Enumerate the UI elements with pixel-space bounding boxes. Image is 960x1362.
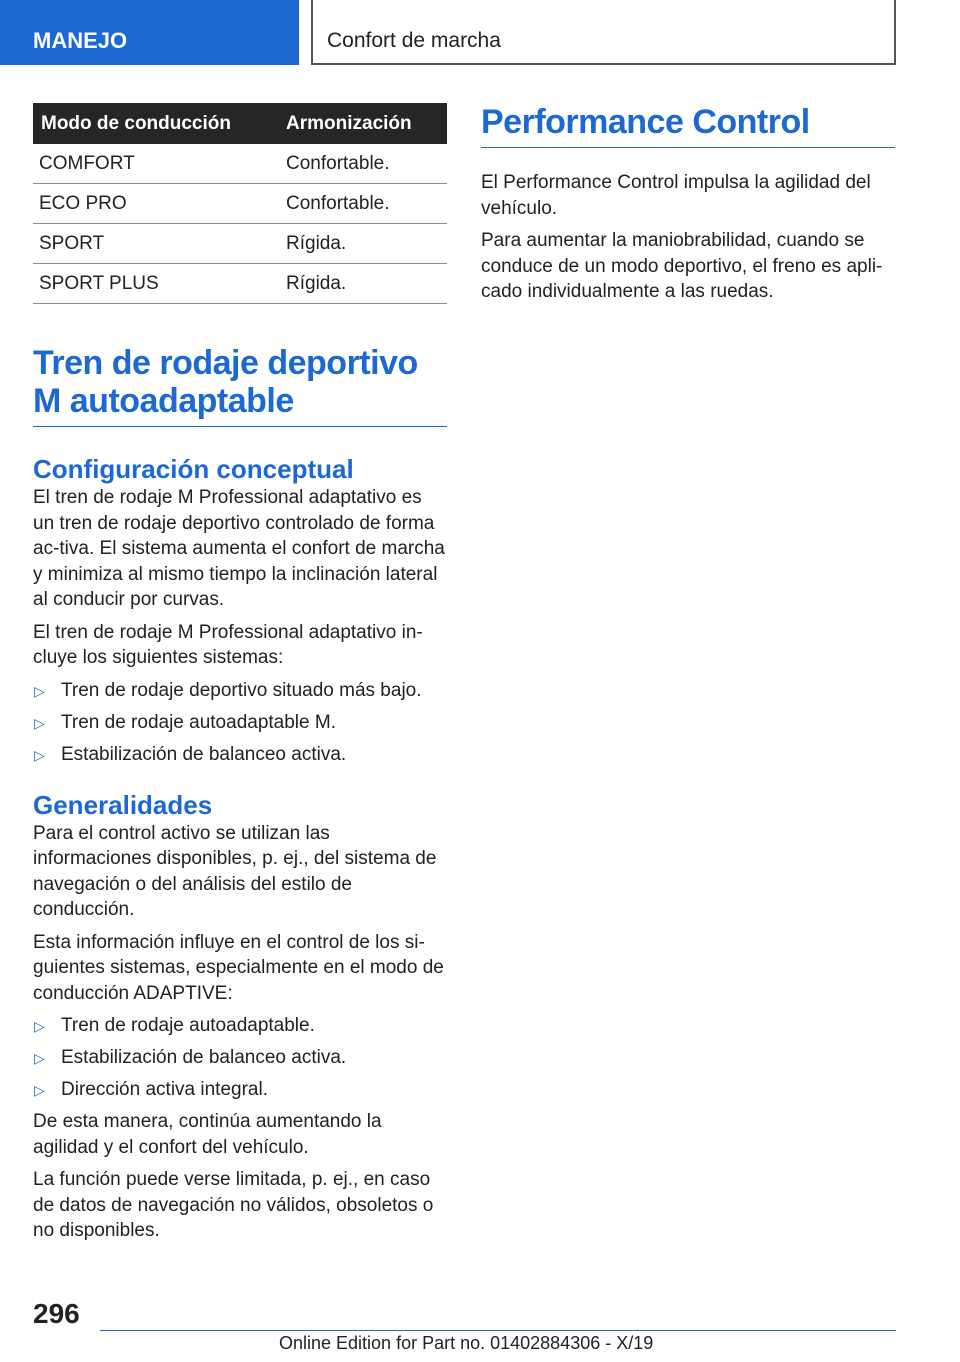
- section-title-performance: Performance Control: [481, 103, 895, 148]
- table-row: [33, 224, 447, 264]
- mode-cell: ECO PRO: [33, 184, 286, 224]
- paragraph: El tren de rodaje M Professional adaptativo es un tren de rodaje deportivo controlado de forma ac-tiva. El sistema aumenta el confort de marcha y minimiza al mismo tiempo la inclinación lateral al conducir por curvas.: [33, 487, 445, 610]
- list-item-text: Tren de rodaje autoadaptable.: [61, 1015, 315, 1036]
- triangle-bullet-icon: ▷: [34, 1018, 45, 1034]
- page-number: 296: [33, 1298, 80, 1329]
- subheading-concept: Configuración conceptual: [33, 454, 354, 484]
- table-header-row: [33, 103, 447, 144]
- paragraph: El Performance Control impulsa la agilidad del vehículo.: [481, 172, 871, 219]
- paragraph: Para el control activo se utilizan las informaciones disponibles, p. ej., del sistema de navegación o del análisis del estilo de conducción.: [33, 822, 437, 920]
- tuning-cell: Confortable.: [286, 184, 447, 224]
- driving-mode-table: [33, 103, 447, 304]
- section-title-tren: Tren de rodaje deportivo M autoadaptable: [33, 344, 447, 427]
- left-column: [33, 103, 447, 1251]
- section-tab: MANEJO: [0, 0, 299, 65]
- triangle-bullet-icon: ▷: [34, 746, 45, 763]
- chapter-title: Confort de marcha: [311, 0, 896, 65]
- mode-cell: SPORT PLUS: [33, 264, 286, 304]
- triangle-bullet-icon: ▷: [34, 714, 45, 731]
- triangle-bullet-icon: ▷: [34, 1050, 45, 1066]
- systems-list: [33, 678, 447, 767]
- subheading-general: Generalidades: [33, 789, 213, 820]
- triangle-bullet-icon: ▷: [34, 1082, 45, 1098]
- list-item: [33, 710, 447, 735]
- paragraph: El tren de rodaje M Professional adaptativo in-cluye los siguientes sistemas:: [33, 621, 423, 668]
- tuning-cell: Rígida.: [286, 224, 447, 264]
- column-header-mode: Modo de conducción: [33, 103, 286, 144]
- list-item: [33, 1013, 447, 1038]
- list-item-text: Dirección activa integral.: [61, 1079, 268, 1100]
- right-column: [481, 103, 895, 312]
- list-item: [33, 1045, 447, 1070]
- column-header-tuning: Armonización: [286, 103, 447, 144]
- list-item: [33, 1077, 447, 1102]
- paragraph: Esta información influye en el control de los si-guientes sistemas, especialmente en el modo de conducción ADAPTIVE:: [33, 931, 444, 1004]
- list-item-text: Estabilización de balanceo activa.: [61, 1047, 347, 1068]
- mode-cell: COMFORT: [33, 144, 286, 184]
- paragraph: La función puede verse limitada, p. ej., en caso de datos de navegación no válidos, obsoletos o no disponibles.: [33, 1169, 434, 1241]
- triangle-bullet-icon: ▷: [34, 682, 45, 699]
- list-item-text: Tren de rodaje deportivo situado más bajo.: [61, 679, 422, 701]
- mode-cell: SPORT: [33, 224, 286, 264]
- controlled-systems-list: [33, 1013, 447, 1102]
- paragraph: De esta manera, continúa aumentando la agilidad y el confort del vehículo.: [33, 1111, 382, 1158]
- footer-edition-text: Online Edition for Part no. 01402884306 - X/19: [279, 1333, 654, 1353]
- list-item: [33, 742, 447, 767]
- list-item-text: Tren de rodaje autoadaptable M.: [61, 711, 336, 733]
- table-row: [33, 184, 447, 224]
- table-row: [33, 144, 447, 184]
- footer-divider: [100, 1330, 896, 1331]
- table-row: [33, 264, 447, 304]
- tuning-cell: Rígida.: [286, 264, 447, 304]
- paragraph: Para aumentar la maniobrabilidad, cuando se conduce de un modo deportivo, el freno es apli-cado individualmente a las ruedas.: [481, 230, 883, 302]
- tuning-cell: Confortable.: [286, 144, 447, 184]
- list-item: [33, 678, 447, 703]
- list-item-text: Estabilización de balanceo activa.: [61, 743, 347, 765]
